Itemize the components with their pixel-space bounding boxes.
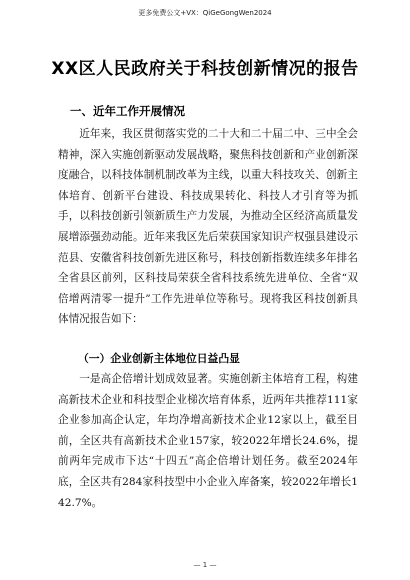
section-heading: 一、近年工作开展情况 xyxy=(70,104,185,118)
subsection-paragraph: 一是高企倍增计划成效显著。实施创新主体培育工程，构建高新技术企业和科技型企业梯次培育体系，近两年共推荐111家企业参加高企认定，年均净增高新技术企业12家以上，截至目前，全区共有高新技术企业157家，较2022年增长24.6%，提前两年完成市下达“十四五”高企倍增计划任务。截至2024年底，全区共有284家科技型中小企业入库备案，较2022年增长142.7%。 xyxy=(58,373,358,509)
document-title: XX区人民政府关于科技创新情况的报告 xyxy=(51,59,359,79)
subsection-heading: （一）企业创新主体地位日益凸显 xyxy=(78,352,240,365)
header-note: 更多免费公文+VX：QiGeGongWen2024 xyxy=(138,9,272,17)
page-number: — 1 — xyxy=(193,561,217,569)
intro-paragraph: 近年来，我区贯彻落实党的二十大和二十届二中、三中全会精神，深入实施创新驱动发展战略，聚焦科技创新和产业创新深度融合，以科技体制机制改革为主线，以重大科技攻关、创新主体培育、创新平台建设、科技成果转化、科技人才引育等为抓手，以科技创新引领新质生产力发展，为推动全区经济高质量发展增添强劲动能。近年来我区先后荣获国家知识产权强县建设示范县、安徽省科技创新先进区称号，科技创新指数连续多年排名全省县区前列，区科技局荣获全省科技系统先进单位、全省“双倍增两清零一提升”工作先进单位等称号。现将我区科技创新具体情况报告如下： xyxy=(58,128,358,326)
